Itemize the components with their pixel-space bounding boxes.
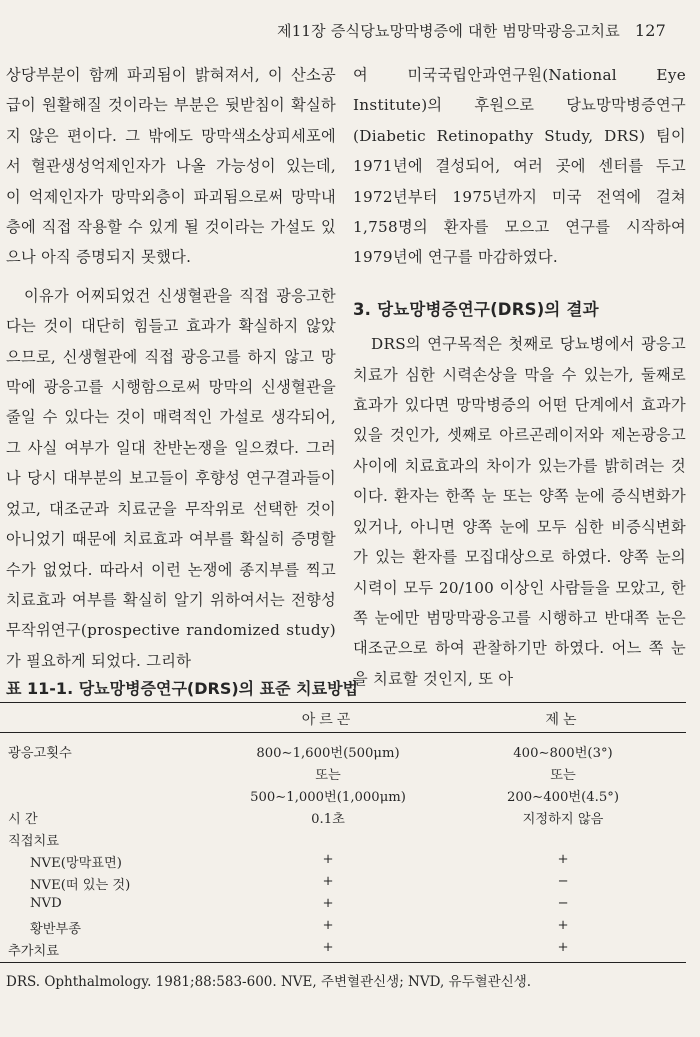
cell-macular-edema-xenon: + <box>557 918 569 933</box>
cell-additional-argon: + <box>322 940 334 955</box>
cell-count-xenon-2: 200∼400번(4.5°) <box>507 790 619 805</box>
cell-nve-elevated-argon: + <box>322 874 334 889</box>
cell-nve-surface-xenon: + <box>557 852 569 867</box>
row-label-macular-edema: 황반부종 <box>30 922 81 937</box>
row-label-time: 시 간 <box>8 812 38 827</box>
cell-time-xenon: 지정하지 않음 <box>522 812 604 827</box>
right-paragraph-2: DRS의 연구목적은 첫째로 당뇨병에서 광응고치료가 심한 시력손상을 막을 수 있는가, 둘째로 효과가 있다면 망막병증의 어떤 단계에서 효과가 있을 것인가, 셋째로 아르곤레이저와 제논광응고 사이에 치료효과의 차이가 있는가를 밝히려는 것이다. 환자는 한쪽 눈 또는 양쪽 눈에 증식변화가 있거나, 아니면 양쪽 눈에 모두 심한 비증식변화가 있는 환자를 모집대상으로 하였다. 양쪽 눈의 시력이 모두 20/100 이상인 사람들을 모았고, 한쪽 눈에만 범망막광응고를 시행하고 반대쪽 눈은 대조군으로 하여 관찰하기만 하였다. 어느 쪽 눈을 치료할 것인지, 또 아 <box>353 335 686 688</box>
cell-nve-surface-argon: + <box>322 852 334 867</box>
table-header-rule <box>0 732 686 733</box>
table-bottom-rule <box>0 962 686 963</box>
cell-count-argon-or: 또는 <box>315 768 341 783</box>
running-header <box>277 20 666 41</box>
table-footnote: DRS. Ophthalmology. 1981;88:583-600. NVE, 주변혈관신생; NVD, 유두혈관신생. <box>6 974 532 990</box>
cell-count-argon-2: 500∼1,000번(1,000μm) <box>250 790 406 805</box>
col-header-argon: 아르곤 <box>301 712 355 728</box>
running-title: 제11장 증식당뇨망막병증에 대한 범망막광응고치료 <box>277 22 620 40</box>
table-top-rule <box>0 702 686 703</box>
cell-nvd-argon: + <box>322 896 334 911</box>
page-number: 127 <box>634 21 666 40</box>
left-paragraph-1: 상당부분이 함께 파괴됨이 밝혀져서, 이 산소공급이 원활해질 것이라는 부분은 뒷받침이 확실하지 않은 편이다. 그 밖에도 망막색소상피세포에서 혈관생성억제인자가 나올 가능성이 있는데, 이 억제인자가 망막외층이 파괴됨으로써 망막내층에 직접 작용할 수 있게 될 것이라는 가설도 있으나 아직 증명되지 못했다. <box>6 66 336 267</box>
row-label-additional: 추가치료 <box>8 944 59 959</box>
right-paragraph-1: 여 미국국립안과연구원(National Eye Institute)의 후원으로 당뇨망막병증연구(Diabetic Retinopathy Study, DRS) 팀이 1971년에 결성되어, 여러 곳에 센터를 두고 1972년부터 1975년까지 미국 전역에 걸쳐 1,758명의 환자를 모으고 연구를 시작하여 1979년에 연구를 마감하였다. <box>353 66 686 267</box>
row-label-count: 광응고횟수 <box>8 746 72 761</box>
left-column <box>6 60 336 676</box>
cell-nve-elevated-xenon: − <box>557 874 569 889</box>
col-header-xenon: 제논 <box>545 712 581 728</box>
cell-additional-xenon: + <box>557 940 569 955</box>
table-title: 표 11-1. 당뇨망병증연구(DRS)의 표준 치료방법 <box>6 679 358 698</box>
row-label-nve-elevated: NVE(떠 있는 것) <box>30 878 131 893</box>
row-label-nvd: NVD <box>30 896 62 911</box>
right-column <box>353 60 686 694</box>
row-label-direct: 직접치료 <box>8 834 59 849</box>
section-heading: 3. 당뇨망병증연구(DRS)의 결과 <box>353 299 599 319</box>
left-paragraph-2: 이유가 어찌되었건 신생혈관을 직접 광응고한다는 것이 대단히 힘들고 효과가 확실하지 않았으므로, 신생혈관에 직접 광응고를 하지 않고 망막에 광응고를 시행함으로써 망막의 신생혈관을 줄일 수 있다는 것이 매력적인 가설로 생각되어, 그 사실 여부가 일대 찬반논쟁을 일으켰다. 그러나 당시 대부분의 보고들이 후향성 연구결과들이었고, 대조군과 치료군을 무작위로 선택한 것이 아니었기 때문에 치료효과 여부를 확실히 증명할 수가 없었다. 따라서 이런 논쟁에 종지부를 찍고 치료효과 여부를 확실히 알기 위하여서는 전향성 무작위연구(prospective randomized study)가 필요하게 되었다. 그리하 <box>6 286 336 670</box>
cell-macular-edema-argon: + <box>322 918 334 933</box>
row-label-nve-surface: NVE(망막표면) <box>30 856 122 871</box>
cell-count-xenon-or: 또는 <box>550 768 576 783</box>
cell-time-argon: 0.1초 <box>311 812 345 827</box>
cell-count-xenon-1: 400∼800번(3°) <box>513 746 613 761</box>
cell-count-argon-1: 800∼1,600번(500μm) <box>256 746 400 761</box>
cell-nvd-xenon: − <box>557 896 569 911</box>
